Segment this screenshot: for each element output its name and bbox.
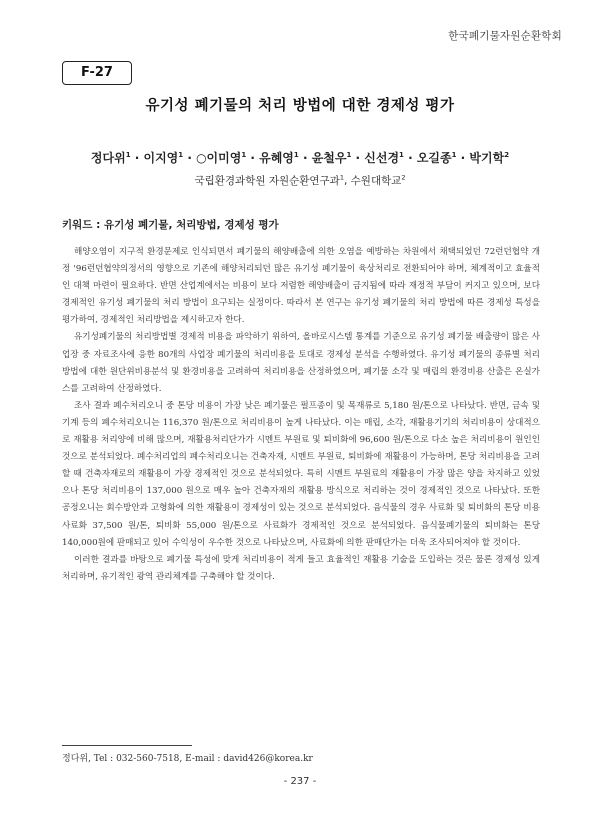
paper-code-badge: F-27: [62, 61, 132, 85]
author-name: 정다위: [90, 151, 126, 165]
keywords: 키워드 : 유기성 폐기물, 처리방법, 경제성 평가: [62, 219, 279, 231]
author-separator: ·: [403, 151, 417, 165]
author-name: 유혜영: [259, 151, 294, 165]
paragraph: 유기성폐기물의 처리방법별 경제적 비용을 파악하기 위하여, 올바로시스템 통계를 기준으로 유기성 폐기물 배출량이 많은 사업장 중 자료조사에 응한 80개의 사업장 폐기물의 처리비용을 토대로 경제성 분석을 수행하였다. 유기성 폐기물의 종류별 처리방법에 대한 원단위비용분석 및 환경비용을 고려하여 처리비용을 산정하였으며, 폐기물 소각 및 매립의 환경비용 산출은 온실가스를 고려하여 산정하였다.: [62, 332, 540, 394]
affiliation-separator: ,: [343, 175, 351, 187]
author-affiliation-mark: 1: [125, 151, 131, 159]
author-name: 오길종: [416, 151, 452, 165]
author-affiliation-mark: 1: [346, 151, 352, 159]
author-separator: ·: [246, 151, 260, 165]
author-affiliation-mark: 1: [399, 151, 404, 159]
author-list: [0, 149, 600, 166]
author-affiliation-mark: 1: [178, 151, 184, 159]
affiliation-mark: 1: [339, 173, 344, 182]
paragraph: 이러한 결과를 바탕으로 폐기물 특성에 맞게 처리비용이 적게 들고 효율적인 재활용 기술을 도입하는 것은 물론 경제성 있게 처리하며, 유기적인 광역 관리체계를 구축해야 할 것이다.: [62, 554, 540, 582]
abstract-body: [62, 244, 540, 586]
author-separator: ·: [183, 151, 197, 165]
header-society: 한국폐기물자원순환학회: [448, 30, 562, 42]
author-affiliation-mark: 1: [451, 151, 457, 159]
page-number: - 237 -: [283, 776, 317, 787]
affiliation-name: 수원대학교: [350, 175, 402, 187]
footnote-contact: 정다위, Tel : 032-560-7518, E-mail : david426@korea.kr: [62, 754, 313, 764]
affiliation-mark: 2: [401, 173, 406, 182]
affiliation-name: 국립환경과학원 자원순환연구과: [194, 175, 340, 187]
author-separator: ·: [130, 151, 144, 165]
author-affiliation-mark: 1: [293, 151, 299, 159]
author-affiliation-mark: 1: [241, 151, 247, 159]
author-name: 이지영: [143, 151, 179, 165]
author-name: ○이미영: [196, 151, 242, 165]
footnote-divider: [62, 745, 192, 746]
author-separator: ·: [351, 151, 365, 165]
author-separator: ·: [298, 151, 312, 165]
author-name: 박기학: [469, 151, 505, 165]
author-affiliation-mark: 2: [504, 151, 510, 159]
affiliations: [0, 173, 600, 188]
paper-title: 유기성 폐기물의 처리 방법에 대한 경제성 평가: [145, 98, 455, 114]
author-name: 신선경: [364, 151, 400, 165]
author-separator: ·: [456, 151, 470, 165]
author-name: 윤철우: [311, 151, 347, 165]
paragraph: 조사 결과 폐수처리오니 중 톤당 비용이 가장 낮은 폐기물은 펄프종이 및 목재류로 5,180 원/톤으로 나타났다. 반면, 금속 및 기계 등의 폐수처리오니는 116,370 원/톤으로 처리비용이 높게 나타났다. 이는 매립, 소각, 재활용기기의 처리비용이 상대적으로 재활용 처리양에 비해 많으며, 재활용처리단가가 시멘트 부원료 및 퇴비화에 96,600 원/톤으로 다소 높은 처리비용이 원인인 것으로 분석되었다. 폐수처리업의 폐수처리오니는 건축자재, 시멘트 부원료, 퇴비화에 재활용이 가능하며, 톤당 처리비용을 고려할 때 건축자재로의 재활용이 가장 경제적인 것으로 분석되었다. 특히 시멘트 부원료의 재활용이 가장 많은 양을 차지하고 있었으나 톤당 처리비용이 137,000 원으로 매우 높아 건축자재의 재활용 방식으로 처리하는 것이 경제적인 것으로 나타났다. 또한 공정오니는 회수방안과 고형화에 의한 재활용이 경제성이 있는 것으로 분석되었다. 음식물의 경우 사료화 및 퇴비화의 톤당 비용 사료화 37,500 원/톤, 퇴비화 55,000 원/톤으로 사료화가 경제적인 것으로 분석되었다. 음식물폐기물의 퇴비화는 톤당 140,000원에 판매되고 있어 수익성이 우수한 것으로 나타났으며, 사료화에 의한 판매단가는 더욱 조사되어져야 할 것이다.: [62, 400, 540, 548]
paragraph: 해양오염이 지구적 환경문제로 인식되면서 폐기물의 해양배출에 의한 오염을 예방하는 차원에서 채택되었던 72런던협약 개정 '96런던협약의정서의 영향으로 기존에 해양처리되던 많은 유기성 폐기물이 육상처리로 전환되어야 하며, 체계적이고 효율적인 대책 마련이 필요하다. 반면 산업계에서는 비용이 보다 저렴한 해양배출이 금지됨에 따라 재정적 부담이 커지고 있으며, 보다 경제적인 유기성 폐기물의 처리 방법이 요구되는 실정이다. 따라서 본 연구는 유기성 폐기물의 처리 방법에 따른 경제성 특성을 평가하여, 경제적인 처리방법을 제시하고자 한다.: [62, 247, 540, 326]
